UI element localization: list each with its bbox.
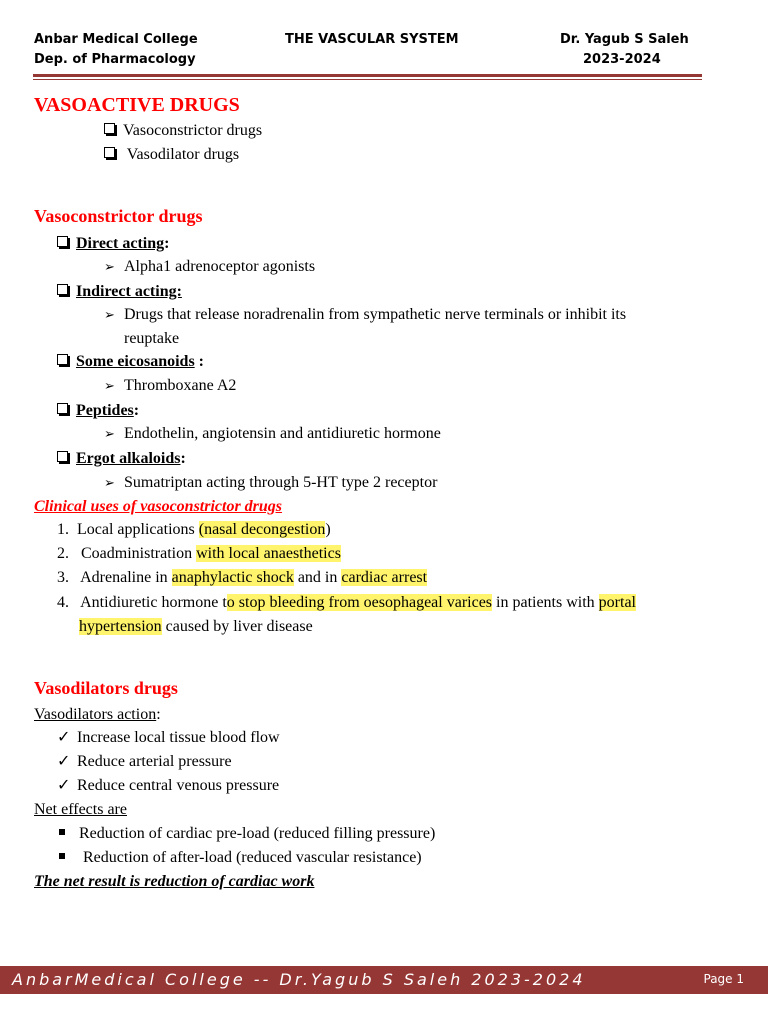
arrow-bullet-icon: ➢ bbox=[104, 259, 115, 274]
clinical-use-item: 4. Antidiuretic hormone to stop bleeding from oesophageal varices in patients with portal bbox=[57, 594, 636, 611]
checkbox-bullet-icon bbox=[57, 403, 68, 414]
net-result-conclusion: The net result is reduction of cardiac work bbox=[34, 873, 315, 890]
clinical-use-item: 3. Adrenaline in anaphylactic shock and in cardiac arrest bbox=[57, 569, 428, 586]
checkbox-bullet-icon bbox=[57, 236, 68, 247]
action-item: ✓ Reduce arterial pressure bbox=[57, 753, 232, 770]
header-department: Dep. of Pharmacology bbox=[34, 52, 196, 67]
header-rule-thin bbox=[33, 79, 702, 80]
group-label: Direct acting: bbox=[57, 234, 169, 254]
group-label: Some eicosanoids : bbox=[57, 352, 204, 372]
checkbox-bullet-icon bbox=[57, 451, 68, 462]
vasodilators-action-label: Vasodilators action: bbox=[34, 706, 161, 723]
header-college: Anbar Medical College bbox=[34, 32, 198, 47]
action-item: ✓ Increase local tissue blood flow bbox=[57, 729, 280, 746]
group-label: Peptides: bbox=[57, 401, 139, 421]
group-item: ➢ Thromboxane A2 bbox=[104, 377, 237, 394]
footer-bar bbox=[0, 966, 768, 994]
checkmark-icon: ✓ bbox=[57, 729, 71, 746]
checkbox-bullet-icon bbox=[57, 284, 68, 295]
action-item: ✓ Reduce central venous pressure bbox=[57, 777, 280, 794]
clinical-uses-heading: Clinical uses of vasoconstrictor drugs bbox=[34, 498, 283, 515]
intro-item: Vasoconstrictor drugs bbox=[104, 121, 262, 141]
page-title: VASOACTIVE DRUGS bbox=[34, 94, 240, 116]
group-item-continuation: reuptake bbox=[124, 330, 180, 347]
arrow-bullet-icon: ➢ bbox=[104, 307, 115, 322]
header-author: Dr. Yagub S Saleh bbox=[560, 32, 689, 47]
checkmark-icon: ✓ bbox=[57, 777, 71, 794]
net-effect-item: Reduction of after-load (reduced vascular resistance) bbox=[59, 848, 422, 868]
group-item: ➢ Drugs that release noradrenalin from sympathetic nerve terminals or inhibit its bbox=[104, 306, 627, 323]
group-item: ➢ Endothelin, angiotensin and antidiuretic hormone bbox=[104, 425, 441, 442]
clinical-use-item-continuation: hypertension caused by liver disease bbox=[79, 618, 313, 635]
checkbox-bullet-icon bbox=[57, 354, 68, 365]
arrow-bullet-icon: ➢ bbox=[104, 426, 115, 441]
group-label: Indirect acting: bbox=[57, 282, 182, 302]
group-item: ➢ Alpha1 adrenoceptor agonists bbox=[104, 258, 316, 275]
clinical-use-item: 1. Local applications (nasal decongestion) bbox=[57, 521, 331, 538]
net-effect-item: Reduction of cardiac pre-load (reduced filling pressure) bbox=[59, 824, 435, 844]
square-bullet-icon bbox=[59, 829, 65, 835]
section-heading-vasoconstrictor: Vasoconstrictor drugs bbox=[34, 206, 203, 226]
header-rule bbox=[33, 74, 702, 77]
net-effects-label: Net effects are bbox=[34, 801, 127, 818]
clinical-use-item: 2. Coadministration with local anaesthetics bbox=[57, 545, 341, 562]
group-item: ➢ Sumatriptan acting through 5-HT type 2 receptor bbox=[104, 474, 438, 491]
header-topic: THE VASCULAR SYSTEM bbox=[285, 32, 459, 47]
checkbox-bullet-icon bbox=[104, 123, 115, 134]
square-bullet-icon bbox=[59, 853, 65, 859]
section-heading-vasodilators: Vasodilators drugs bbox=[34, 678, 178, 698]
header-year: 2023-2024 bbox=[583, 52, 661, 67]
page-number: Page 1 bbox=[703, 972, 744, 986]
checkmark-icon: ✓ bbox=[57, 753, 71, 770]
intro-item: Vasodilator drugs bbox=[104, 145, 239, 165]
arrow-bullet-icon: ➢ bbox=[104, 378, 115, 393]
checkbox-bullet-icon bbox=[104, 147, 115, 158]
footer-text: AnbarMedical College -- Dr.Yagub S Saleh 2023-2024 bbox=[12, 970, 586, 989]
arrow-bullet-icon: ➢ bbox=[104, 475, 115, 490]
group-label: Ergot alkaloids: bbox=[57, 449, 186, 469]
